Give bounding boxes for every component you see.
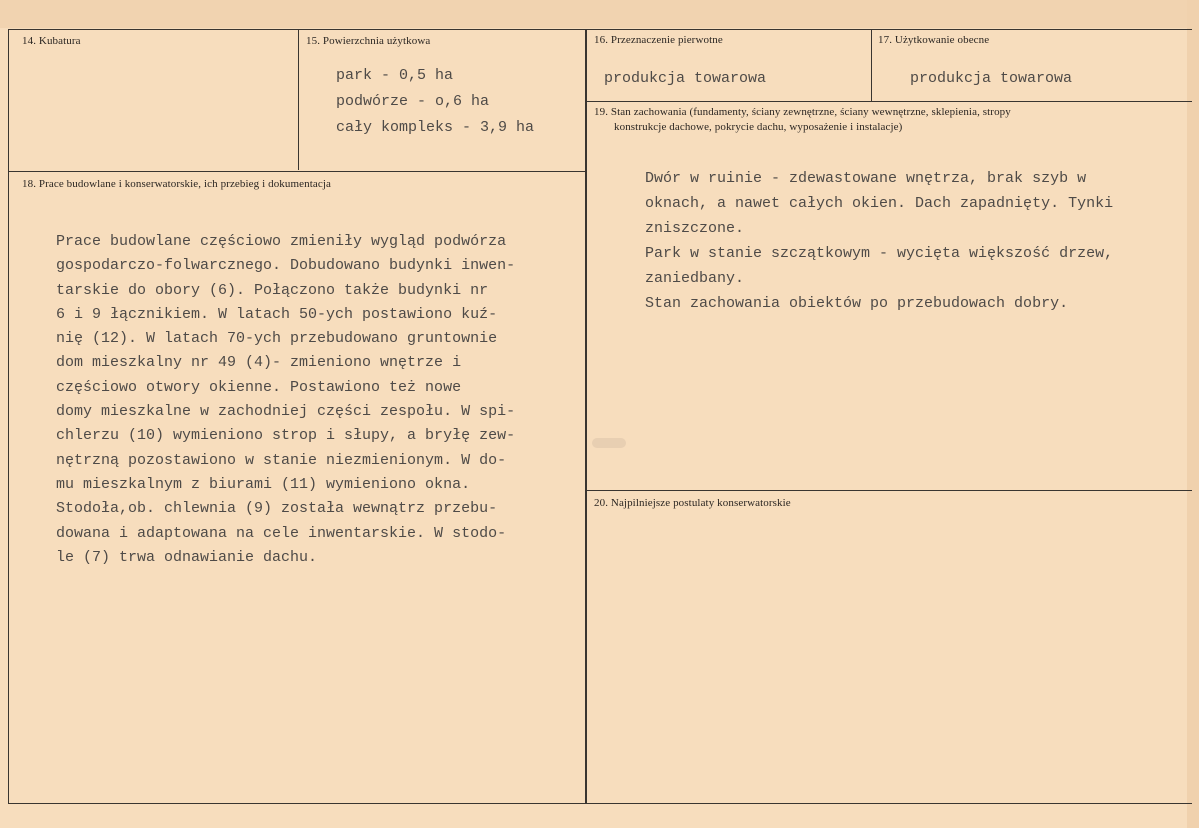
field-16-value: produkcja towarowa bbox=[604, 70, 767, 87]
field-19-line: Dwór w ruinie - zdewastowane wnętrza, brak szyb w bbox=[645, 170, 1087, 187]
divider-left-right bbox=[585, 29, 587, 804]
divider-14-15 bbox=[298, 29, 299, 170]
field-18-line: domy mieszkalne w zachodniej części zespołu. W spi- bbox=[56, 403, 516, 421]
border-bottom bbox=[8, 803, 1192, 804]
field-17-label: 17. Użytkowanie obecne bbox=[878, 34, 990, 46]
field-18-line: częściowo otwory okienne. Postawiono też nowe bbox=[56, 378, 462, 396]
divider-row-15-18 bbox=[8, 171, 586, 172]
field-20-label: 20. Najpilniejsze postulaty konserwatorskie bbox=[594, 497, 791, 509]
field-19-line: oknach, a nawet całych okien. Dach zapadnięty. Tynki bbox=[645, 195, 1114, 212]
field-18-line: dom mieszkalny nr 49 (4)- zmieniono wnętrze i bbox=[56, 354, 462, 372]
field-18-line: gospodarczo-folwarcznego. Dobudowano budynki inwen- bbox=[56, 257, 516, 275]
card-right-margin bbox=[1187, 0, 1199, 828]
field-16-label: 16. Przeznaczenie pierwotne bbox=[594, 34, 723, 46]
field-19-line: zniszczone. bbox=[645, 220, 745, 237]
field-15-line: cały kompleks - 3,9 ha bbox=[336, 119, 535, 136]
field-18-line: Stodoła,ob. chlewnia (9) została wewnątrz przebu- bbox=[56, 500, 498, 518]
divider-16-17 bbox=[871, 29, 872, 102]
ink-smudge bbox=[592, 438, 626, 448]
field-18-label: 18. Prace budowlane i konserwatorskie, ich przebieg i dokumentacja bbox=[22, 178, 331, 190]
border-left bbox=[8, 29, 9, 804]
field-18-line: dowana i adaptowana na cele inwentarskie. W stodo- bbox=[56, 524, 507, 542]
field-18-line: mu mieszkalnym z biurami (11) wymieniono okna. bbox=[56, 475, 471, 493]
field-18-line: nętrzną pozostawiono w stanie niezmienionym. W do- bbox=[56, 451, 507, 469]
field-19-label-line-2: konstrukcje dachowe, pokrycie dachu, wyposażenie i instalacje) bbox=[614, 121, 903, 133]
field-15-value bbox=[336, 63, 534, 141]
field-18-line: chlerzu (10) wymieniono strop i słupy, a bryłę zew- bbox=[56, 427, 516, 445]
field-18-line: le (7) trwa odnawianie dachu. bbox=[56, 548, 318, 566]
field-15-line: podwórze - o,6 ha bbox=[336, 93, 490, 110]
field-14-label: 14. Kubatura bbox=[22, 35, 81, 47]
field-18-value bbox=[56, 230, 515, 570]
divider-row-19-20 bbox=[586, 490, 1192, 491]
field-18-line: 6 i 9 łącznikiem. W latach 50-ych postawiono kuź- bbox=[56, 305, 498, 323]
field-19-line: Stan zachowania obiektów po przebudowach dobry. bbox=[645, 295, 1069, 312]
field-18-line: tarskie do obory (6). Połączono także budynki nr bbox=[56, 281, 489, 299]
field-19-line: zaniedbany. bbox=[645, 270, 745, 287]
field-18-line: nię (12). W latach 70-ych przebudowano gruntownie bbox=[56, 330, 498, 348]
field-19-line: Park w stanie szczątkowym - wycięta większość drzew, bbox=[645, 245, 1114, 262]
field-19-label-line-1: 19. Stan zachowania (fundamenty, ściany zewnętrzne, ściany wewnętrzne, sklepienia, stropy bbox=[594, 106, 1011, 118]
field-19-value bbox=[645, 166, 1113, 316]
field-18-line: Prace budowlane częściowo zmieniły wygląd podwórza bbox=[56, 233, 507, 250]
field-17-value: produkcja towarowa bbox=[910, 70, 1073, 87]
card-top-margin bbox=[0, 0, 1199, 28]
field-15-line: park - 0,5 ha bbox=[336, 67, 454, 84]
border-top bbox=[8, 29, 1192, 30]
divider-row-16-19 bbox=[586, 101, 1192, 102]
field-15-label: 15. Powierzchnia użytkowa bbox=[306, 35, 431, 47]
